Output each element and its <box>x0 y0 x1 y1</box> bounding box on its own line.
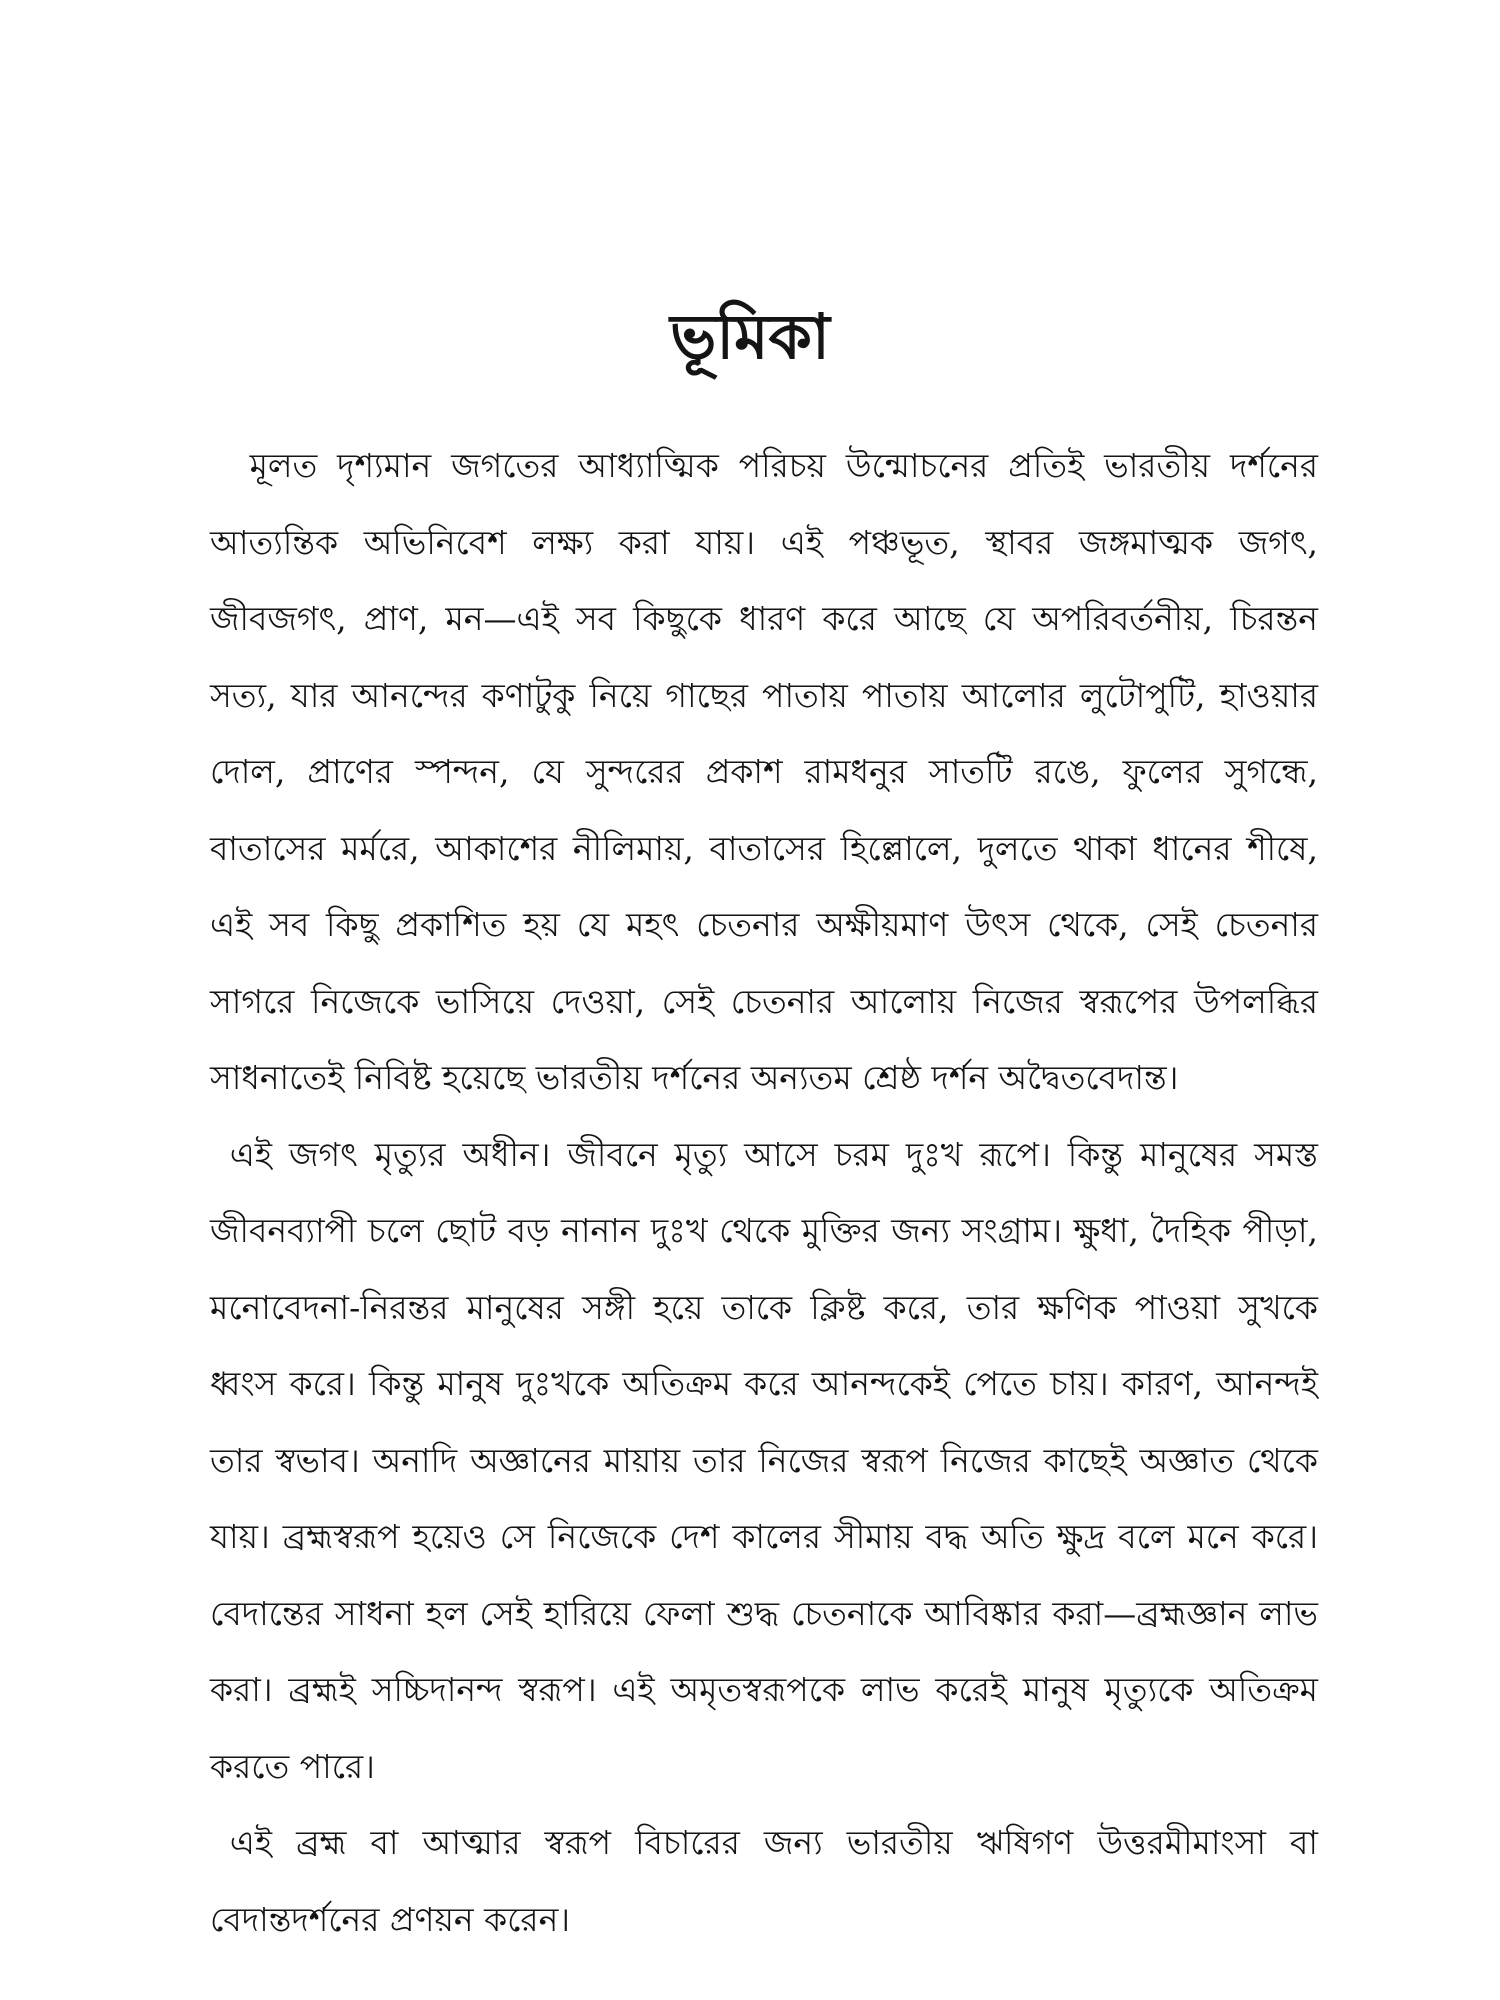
body-text <box>210 428 1318 1958</box>
paragraph-1: মূলত দৃশ্যমান জগতের আধ্যাত্মিক পরিচয় উন্মোচনের প্রতিই ভারতীয় দর্শনের আত্যন্তিক অভিনিবেশ লক্ষ্য করা যায়। এই পঞ্চভূত, স্থাবর জঙ্গমাত্মক জগৎ, জীবজগৎ, প্রাণ, মন—এই সব কিছুকে ধারণ করে আছে যে অপরিবর্তনীয়, চিরন্তন সত্য, যার আনন্দের কণাটুকু নিয়ে গাছের পাতায় পাতায় আলোর লুটোপুটি, হাওয়ার দোল, প্রাণের স্পন্দন, যে সুন্দরের প্রকাশ রামধনুর সাতটি রঙে, ফুলের সুগন্ধে, বাতাসের মর্মরে, আকাশের নীলিমায়, বাতাসের হিল্লোলে, দুলতে থাকা ধানের শীষে, এই সব কিছু প্রকাশিত হয় যে মহৎ চেতনার অক্ষীয়মাণ উৎস থেকে, সেই চেতনার সাগরে নিজেকে ভাসিয়ে দেওয়া, সেই চেতনার আলোয় নিজের স্বরূপের উপলব্ধির সাধনাতেই নিবিষ্ট হয়েছে ভারতীয় দর্শনের অন্যতম শ্রেষ্ঠ দর্শন অদ্বৈতবেদান্ত। <box>210 446 1318 1097</box>
page-title: ভূমিকা <box>670 300 830 373</box>
paragraph-2: এই জগৎ মৃত্যুর অধীন। জীবনে মৃত্যু আসে চরম দুঃখ রূপে। কিন্তু মানুষের সমস্ত জীবনব্যাপী চলে ছোট বড় নানান দুঃখ থেকে মুক্তির জন্য সংগ্রাম। ক্ষুধা, দৈহিক পীড়া, মনোবেদনা-নিরন্তর মানুষের সঙ্গী হয়ে তাকে ক্লিষ্ট করে, তার ক্ষণিক পাওয়া সুখকে ধ্বংস করে। কিন্তু মানুষ দুঃখকে অতিক্রম করে আনন্দকেই পেতে চায়। কারণ, আনন্দই তার স্বভাব। অনাদি অজ্ঞানের মায়ায় তার নিজের স্বরূপ নিজের কাছেই অজ্ঞাত থেকে যায়। ব্রহ্মস্বরূপ হয়েও সে নিজেকে দেশ কালের সীমায় বদ্ধ অতি ক্ষুদ্র বলে মনে করে। বেদান্তের সাধনা হল সেই হারিয়ে ফেলা শুদ্ধ চেতনাকে আবিষ্কার করা—ব্রহ্মজ্ঞান লাভ করা। ব্রহ্মই সচ্চিদানন্দ স্বরূপ। এই অমৃতস্বরূপকে লাভ করেই মানুষ মৃত্যুকে অতিক্রম করতে পারে। <box>210 1134 1318 1786</box>
paragraph-3: এই ব্রহ্ম বা আত্মার স্বরূপ বিচারের জন্য ভারতীয় ঋষিগণ উত্তরমীমাংসা বা বেদান্তদর্শনের প্রণয়ন করেন। <box>210 1823 1318 1939</box>
